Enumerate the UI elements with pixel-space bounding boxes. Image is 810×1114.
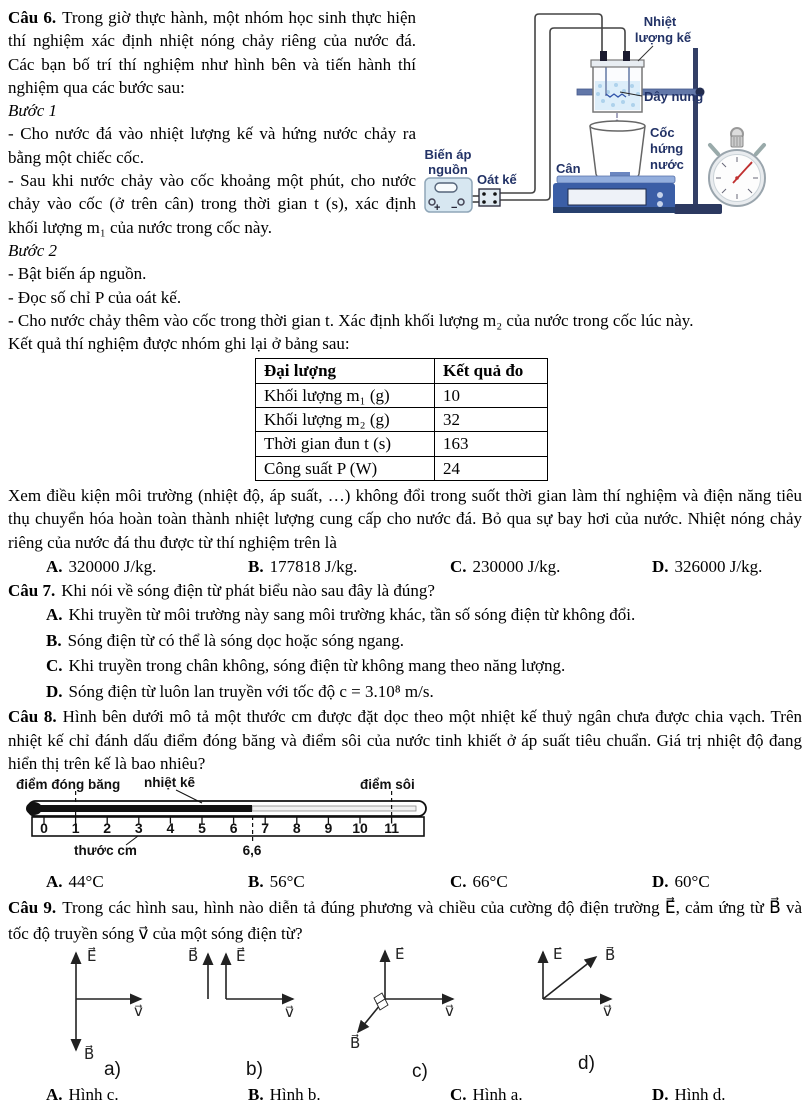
minus-terminal-label: − bbox=[451, 202, 458, 214]
q6-step2-item: - Đọc số chỉ P của oát kế. bbox=[8, 287, 182, 307]
scale-display bbox=[568, 189, 646, 205]
q6-step2-block bbox=[8, 239, 802, 355]
wattmeter bbox=[479, 189, 500, 206]
q7-option-b: B. Sóng điện từ có thể là sóng dọc hoặc sóng ngang. bbox=[46, 630, 404, 650]
cm-ruler bbox=[32, 817, 424, 836]
diagram-b-label: b) bbox=[246, 1058, 263, 1080]
vector-v-label: v⃗ bbox=[603, 1002, 612, 1020]
question-8-section bbox=[8, 705, 802, 893]
thermometer-figure bbox=[14, 777, 454, 869]
svg-text:2: 2 bbox=[103, 820, 112, 837]
question-7-section bbox=[8, 579, 802, 704]
q6-table-caption: Kết quả thí nghiệm được nhóm ghi lại ở bảng sau: bbox=[8, 334, 350, 354]
vector-B-label: B⃗ bbox=[188, 947, 199, 965]
table-row: Khối lượng m₁ (g) 10 bbox=[256, 383, 548, 407]
vector-E-label: E⃗ bbox=[553, 946, 563, 963]
freezing-point-label: điểm đóng băng bbox=[16, 777, 121, 793]
svg-text:8: 8 bbox=[292, 820, 301, 837]
q6-step1-item: - Cho nước đá vào nhiệt lượng kế và hứng nước chảy ra bằng một chiếc cốc. bbox=[8, 124, 416, 167]
vector-E-label: E⃗ bbox=[236, 947, 246, 965]
col-header-result: Kết quả đo bbox=[435, 359, 548, 383]
boiling-point-label: điểm sôi bbox=[360, 777, 415, 793]
diagram-c-label: c) bbox=[412, 1060, 428, 1082]
reading-value: 6,6 bbox=[242, 843, 262, 859]
q9-option-b: B. Hình b. bbox=[248, 1084, 321, 1104]
vector-v-label: v⃗ bbox=[134, 1002, 143, 1020]
balance-scale bbox=[553, 172, 675, 213]
power-transformer bbox=[425, 178, 472, 214]
thermometer-label: nhiệt kế bbox=[144, 777, 196, 791]
diagram-d-label: d) bbox=[578, 1052, 595, 1074]
vector-diagrams bbox=[8, 947, 810, 1082]
svg-text:1: 1 bbox=[71, 820, 80, 837]
wattmeter-label: Oát kế bbox=[477, 172, 517, 187]
q8-header: Câu 8. Hình bên dưới mô tả một thước cm được đặt dọc theo một nhiệt kế thuỷ ngân chưa được chia vạch. Trên nhiệt kế chỉ đánh dấu điểm đóng băng và điểm sôi của nước tinh khiết ở áp suất tiêu chuẩn. Giá trị nhiệt độ đang hiển thị trên kế là bao nhiêu? bbox=[8, 707, 802, 774]
q9-header: Câu 9. Trong các hình sau, hình nào diễn tả đúng phương và chiều của cường độ điện trường E⃗, cảm ứng từ B⃗ và tốc độ truyền sóng v⃗ của một sóng điện từ? bbox=[8, 897, 802, 943]
table-row: Công suất P (W) 24 bbox=[256, 456, 548, 480]
q9-number: Câu 9. bbox=[8, 897, 57, 917]
svg-text:11: 11 bbox=[384, 820, 400, 837]
heater-label: Dây nung bbox=[644, 89, 704, 104]
q6-option-c: C. 230000 J/kg. bbox=[450, 556, 561, 576]
vector-B-label: B⃗ bbox=[84, 1045, 95, 1063]
q8-option-a: A. 44°C bbox=[46, 872, 104, 892]
apparatus-figure-svg bbox=[420, 6, 802, 236]
svg-text:9: 9 bbox=[324, 820, 333, 837]
q6-option-a: A. 320000 J/kg. bbox=[46, 556, 157, 576]
diagram-b bbox=[208, 954, 293, 999]
q8-options bbox=[8, 870, 802, 893]
results-table bbox=[255, 358, 548, 480]
svg-text:nước: nước bbox=[650, 157, 684, 172]
stopwatch bbox=[709, 128, 765, 206]
transformer-label: Biến áp bbox=[424, 147, 472, 162]
svg-text:lượng kế: lượng kế bbox=[634, 30, 692, 45]
ruler-label: thước cm bbox=[74, 843, 137, 859]
col-header-quantity: Đại lượng bbox=[256, 359, 435, 383]
q6-intro: Câu 6. Trong giờ thực hành, một nhóm học sinh thực hiện thí nghiệm xác định nhiệt nóng chảy riêng của nước đá. Các bạn bố trí thí nghiệm như hình bên và tiến hành thí nghiệm qua các bước sau: bbox=[8, 8, 416, 97]
q7-number: Câu 7. bbox=[8, 581, 56, 601]
q6-step1-title: Bước 1 bbox=[8, 101, 58, 121]
q6-step2-title: Bước 2 bbox=[8, 240, 58, 260]
plus-terminal-label: + bbox=[434, 202, 441, 214]
q7-option-d: D. Sóng điện từ luôn lan truyền với tốc độ c = 3.10⁸ m/s. bbox=[46, 681, 434, 701]
q6-step2-item: - Bật biến áp nguồn. bbox=[8, 264, 147, 284]
svg-text:6: 6 bbox=[229, 820, 238, 837]
q6-step1-item: - Sau khi nước chảy vào cốc khoảng một phút, cho nước chảy vào cốc (ở trên cân) trong thời gian t (s), xác định khối lượng m₁ của nước trong cốc này. bbox=[8, 171, 416, 237]
q6-options bbox=[8, 555, 802, 578]
vector-B-label: B⃗ bbox=[350, 1034, 361, 1052]
q9-option-c: C. Hình a. bbox=[450, 1084, 523, 1104]
ruler-tick-label: 0 bbox=[40, 820, 48, 837]
question-6-section bbox=[8, 6, 802, 578]
vector-v-label: v⃗ bbox=[445, 1002, 454, 1020]
svg-text:hứng: hứng bbox=[650, 141, 684, 156]
q9-option-d: D. Hình d. bbox=[652, 1084, 726, 1104]
table-row: Khối lượng m₂ (g) 32 bbox=[256, 408, 548, 432]
q9-options bbox=[8, 1083, 802, 1106]
collection-cup bbox=[590, 121, 645, 178]
q8-option-b: B. 56°C bbox=[248, 872, 305, 892]
diagram-a-label: a) bbox=[104, 1058, 121, 1080]
svg-text:3: 3 bbox=[134, 820, 143, 837]
vector-B-label: B⃗ bbox=[605, 946, 616, 964]
diagram-a bbox=[76, 953, 141, 1050]
q6-step2-item: - Cho nước chảy thêm vào cốc trong thời gian t. Xác định khối lượng m₂ của nước trong cốc lúc này. bbox=[8, 310, 694, 330]
q8-number: Câu 8. bbox=[8, 707, 57, 727]
q6-closing: Xem điều kiện môi trường (nhiệt độ, áp suất, …) không đổi trong suốt thời gian làm thí nghiệm và điện năng tiêu thụ chuyển hóa hoàn toàn thành nhiệt lượng cung cấp cho nước đá. Bỏ qua sự bay hơi của nước. Nhiệt nóng chảy riêng của nước đá thu được từ thí nghiệm trên là bbox=[8, 485, 802, 552]
svg-text:5: 5 bbox=[198, 820, 206, 837]
svg-text:10: 10 bbox=[352, 820, 368, 837]
calorimeter-label: Nhiệt bbox=[643, 14, 677, 29]
scale-label: Cân bbox=[556, 161, 581, 176]
q7-header: Câu 7. Khi nói về sóng điện từ phát biểu nào sau đây là đúng? bbox=[8, 581, 435, 601]
calorimeter bbox=[591, 51, 644, 123]
q6-number: Câu 6. bbox=[8, 8, 57, 27]
q8-option-d: D. 60°C bbox=[652, 872, 710, 892]
q9-option-a: A. Hình c. bbox=[46, 1084, 119, 1104]
question-9-section bbox=[8, 895, 802, 1106]
svg-text:4: 4 bbox=[166, 820, 175, 837]
apparatus-figure bbox=[420, 6, 802, 236]
mercury-column bbox=[31, 805, 252, 812]
q7-option-c: C. Khi truyền trong chân không, sóng điện từ không mang theo năng lượng. bbox=[46, 656, 566, 676]
diagram-c bbox=[358, 951, 453, 1032]
table-row: Thời gian đun t (s) 163 bbox=[256, 432, 548, 456]
svg-text:7: 7 bbox=[261, 820, 270, 837]
q6-option-b: B. 177818 J/kg. bbox=[248, 556, 358, 576]
table-header-row bbox=[256, 359, 548, 383]
vector-v-label: v⃗ bbox=[285, 1003, 294, 1021]
svg-text:nguồn: nguồn bbox=[428, 162, 468, 177]
q6-option-d: D. 326000 J/kg. bbox=[652, 556, 763, 576]
vector-E-label: E⃗ bbox=[395, 946, 405, 963]
q7-option-a: A. Khi truyền từ môi trường này sang môi trường khác, tần số sóng điện từ không đổi. bbox=[46, 605, 636, 625]
thermometer-tube bbox=[26, 801, 426, 816]
vector-E-label: E⃗ bbox=[87, 947, 97, 965]
q8-option-c: C. 66°C bbox=[450, 872, 508, 892]
cup-label: Cốc bbox=[650, 125, 675, 140]
